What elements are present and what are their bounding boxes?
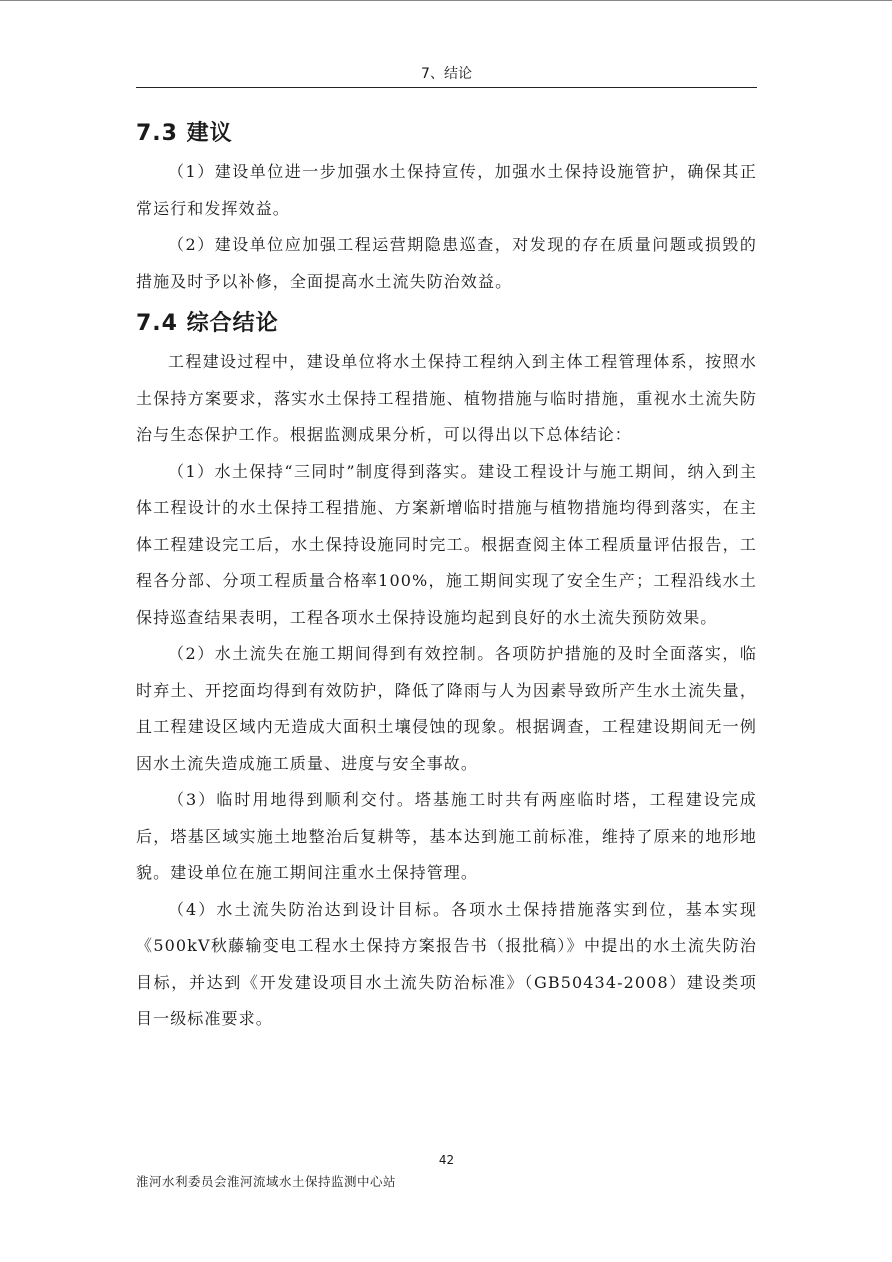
page-body — [136, 112, 757, 1038]
suggestion-paragraph-1: （1）建设单位进一步加强水土保持宣传，加强水土保持设施管护，确保其正常运行和发挥效益。 — [136, 162, 757, 218]
conclusion-paragraph-1: （1）水土保持“三同时”制度得到落实。建设工程设计与施工期间，纳入到主体工程设计的水土保持工程措施、方案新增临时措施与植物措施均得到落实，在主体工程建设完工后，水土保持设施同时完工。根据查阅主体工程质量评估报告，工程各分部、分项工程质量合格率100%，施工期间实现了安全生产；工程沿线水土保持巡查结果表明，工程各项水土保持设施均起到良好的水土流失预防效果。 — [136, 461, 757, 627]
page-number: 42 — [438, 1153, 455, 1167]
footer-organization: 淮河水利委员会淮河流域水土保持监测中心站 — [136, 1174, 397, 1189]
conclusion-intro-paragraph: 工程建设过程中，建设单位将水土保持工程纳入到主体工程管理体系，按照水土保持方案要求，落实水土保持工程措施、植物措施与临时措施，重视水土流失防治与生态保护工作。根据监测成果分析，可以得出以下总体结论： — [136, 352, 757, 444]
page-top-border — [0, 0, 892, 1]
header-rule — [136, 87, 757, 88]
section-heading-7-4: 7.4 综合结论 — [136, 311, 279, 336]
conclusion-paragraph-4: （4）水土流失防治达到设计目标。各项水土保持措施落实到位，基本实现《500kV秋藤输变电工程水土保持方案报告书（报批稿）》中提出的水土流失防治目标，并达到《开发建设项目水土流失防治标准》（GB50434-2008）建设类项目一级标准要求。 — [136, 899, 757, 1028]
conclusion-paragraph-2: （2）水土流失在施工期间得到有效控制。各项防护措施的及时全面落实，临时弃土、开挖面均得到有效防护，降低了降雨与人为因素导致所产生水土流失量，且工程建设区域内无造成大面积土壤侵蚀的现象。根据调查，工程建设期间无一例因水土流失造成施工质量、进度与安全事故。 — [136, 644, 757, 773]
suggestion-paragraph-2: （2）建设单位应加强工程运营期隐患巡查，对发现的存在质量问题或损毁的措施及时予以补修，全面提高水土流失防治效益。 — [136, 235, 757, 291]
section-heading-7-3: 7.3 建议 — [136, 121, 233, 146]
running-header-chapter-title: 7、结论 — [421, 66, 472, 82]
conclusion-paragraph-3: （3）临时用地得到顺利交付。塔基施工时共有两座临时塔，工程建设完成后，塔基区域实施土地整治后复耕等，基本达到施工前标准，维持了原来的地形地貌。建设单位在施工期间注重水土保持管理。 — [136, 790, 757, 882]
